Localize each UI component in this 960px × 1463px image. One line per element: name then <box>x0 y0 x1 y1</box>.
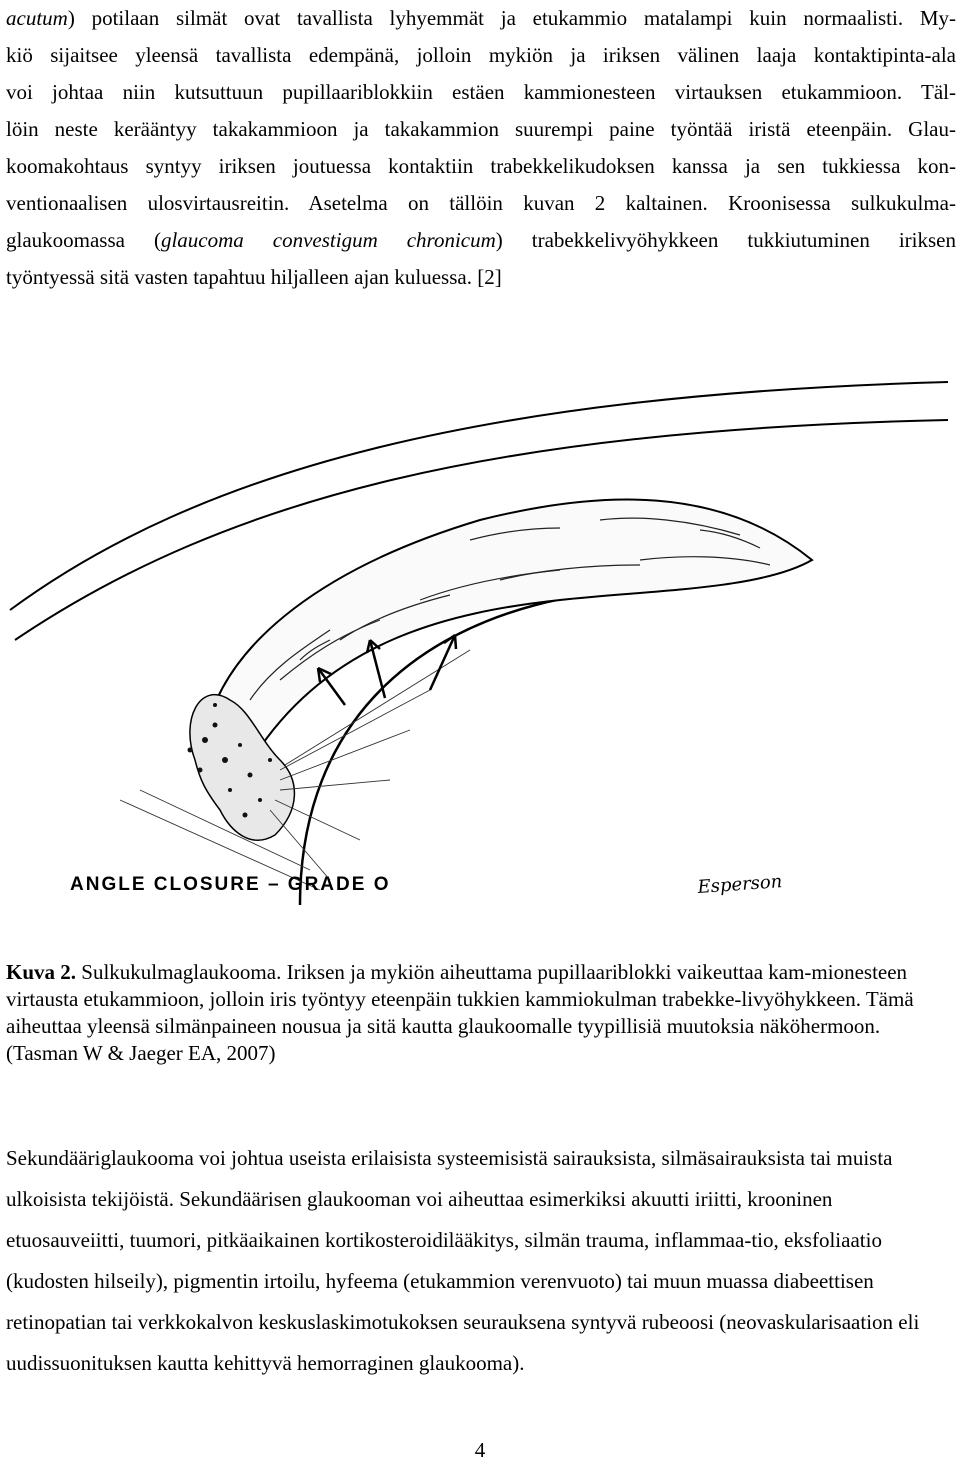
line-text: ) potilaan silmät ovat tavallista lyhyemmät ja etukammio matalampi kuin normaalisti. My- <box>67 6 956 30</box>
text-line <box>6 111 956 148</box>
line-text: glaukoomassa ( <box>6 228 161 252</box>
text-line <box>6 37 956 74</box>
text-line <box>6 148 956 185</box>
line-text: kiö sijaitsee yleensä tavallista edempänä, jolloin mykiön ja iriksen välinen laaja kontaktipinta-ala <box>6 43 956 67</box>
text-line <box>6 74 956 111</box>
line-text: voi johtaa niin kutsuttuun pupillaariblokkiin estäen kammionesteen virtauksen etukammioon. Täl- <box>6 80 956 104</box>
line-text: ventionaalisen ulosvirtausreitin. Asetelma on tällöin kuvan 2 kaltainen. Kroonisessa sulkukulma- <box>6 191 956 215</box>
page-number: 4 <box>474 1438 486 1462</box>
iris-band <box>205 499 812 755</box>
figure-caption <box>6 959 954 1067</box>
caption-label: Kuva 2. <box>6 960 77 984</box>
angle-closure-illustration <box>0 380 960 920</box>
text-line: työntyessä sitä vasten tapahtuu hiljalleen ajan kuluessa. [2] <box>6 265 502 289</box>
bottom-paragraph: Sekundääriglaukooma voi johtua useista erilaisista systeemisistä sairauksista, silmäsairauksista tai muista ulkoisista tekijöistä. Sekundäärisen glaukooman voi aiheuttaa esimerkiksi akuutti iriitti, krooninen etuosauveiitti, tuumori, pitkäaikainen kortikosteroidilääkitys, silmän trauma, inflammaa-tio, eksfoliaatio (kudosten hilseily), pigmentin irtoilu, hyfeema (etukammion verenvuoto) tai muun muassa diabeettisen retinopatian tai verkkokalvon keskuslaskimotukoksen seurauksena syntyvä rubeoosi (neovaskularisaation eli uudissuonituksen kautta kehittyvä hemorraginen glaukooma). <box>6 1146 920 1375</box>
text-line <box>6 0 956 37</box>
italic-term: acutum <box>6 6 68 30</box>
italic-term: glaucoma convestigum chronicum <box>160 228 496 252</box>
text-line <box>6 222 956 259</box>
figure-label: ANGLE CLOSURE – GRADE O <box>70 874 391 895</box>
line-text: koomakohtaus syntyy iriksen joutuessa kontaktiin trabekkelikudoksen kanssa ja sen tukkiessa kon- <box>6 154 956 178</box>
caption-text: Sulkukulmaglaukooma. Iriksen ja mykiön aiheuttama pupillaariblokki vaikeuttaa kam-mionesteen virtausta etukammioon, jolloin iris työntyy eteenpäin tukkien kammiokulman trabekke-livyöhykkeen. Tämä aiheuttaa yleensä silmänpaineen nousua ja sitä kautta glaukoomalle tyypillisiä muutoksia näköhermoon. (Tasman W & Jaeger EA, 2007) <box>6 960 914 1065</box>
line-text: ) trabekkelivyöhykkeen tukkiutuminen iriksen <box>495 228 956 252</box>
figure-signature: Esperson <box>696 871 783 898</box>
text-line <box>6 185 956 222</box>
top-paragraph <box>6 0 956 296</box>
line-text: löin neste kerääntyy takakammioon ja takakammion suurempi paine työntää iristä eteenpäin. Glau- <box>6 117 956 141</box>
